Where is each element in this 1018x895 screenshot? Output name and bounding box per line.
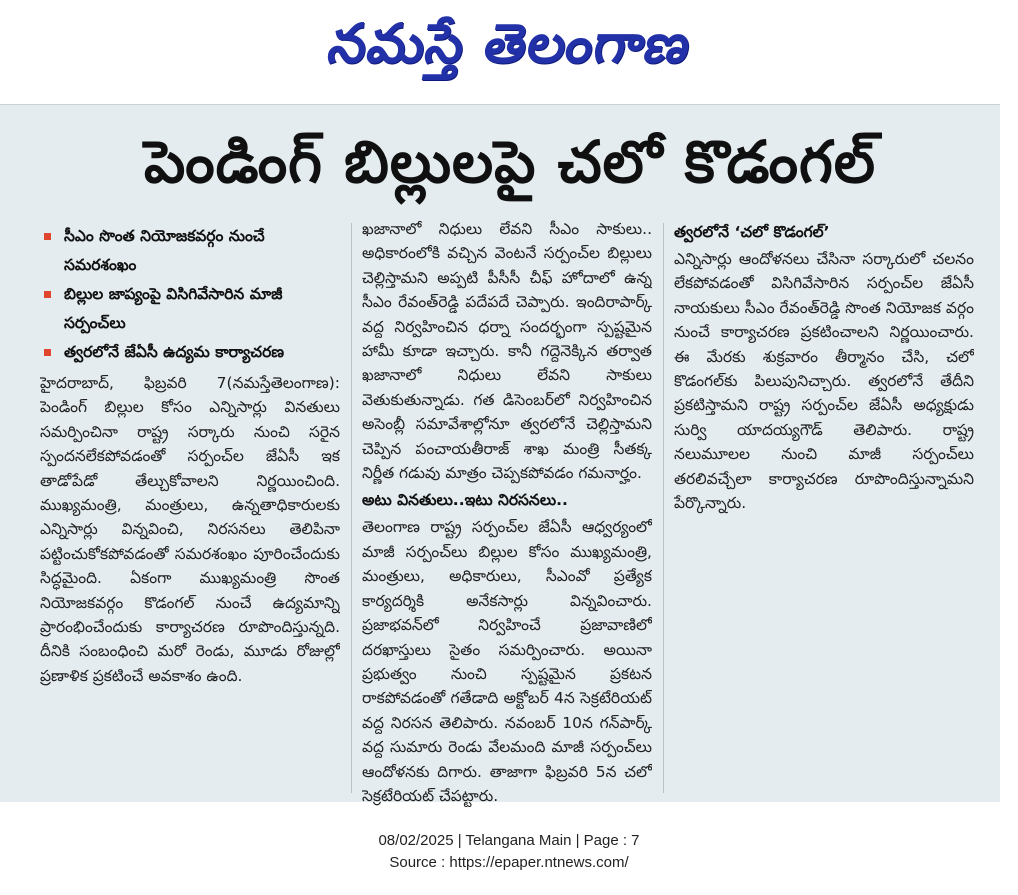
- bullet-icon: [44, 233, 51, 240]
- source-link[interactable]: Source : https://epaper.ntnews.com/: [389, 854, 629, 871]
- newspaper-logo: నమస్తే తెలంగాణ: [323, 11, 697, 75]
- highlight-item: [40, 222, 340, 280]
- highlight-text: త్వరలోనే జేఏసీ ఉద్యమ కార్యాచరణ: [64, 343, 285, 361]
- column-3: [674, 217, 974, 515]
- masthead: [0, 0, 1018, 100]
- column-1: [40, 222, 340, 688]
- highlight-item: [40, 280, 340, 338]
- body-paragraph: ఎన్నిసార్లు ఆందోళనలు చేసినా సర్కారులో చలనం లేకపోవడంతో విసిగివేసారిన సర్పంచ్‌ల జేఏసీ నాయకులు సీఎం రేవంత్‌రెడ్డి సొంత నియోజక వర్గం నుంచే కార్యాచరణ ప్రకటించాలని నిర్ణయించారు. ఈ మేరకు శుక్రవారం తీర్మానం చేసి, చలో కొడంగల్‌కు పిలుపునిచ్చారు. త్వరలోనే తేదీని ప్రకటిస్తామని రాష్ట్ర సర్పంచ్‌ల జేఏసీ అధ్యక్షుడు సుర్వి యాదయ్యగౌడ్ తెలిపారు. రాష్ట్ర నలుమూలల నుంచి మాజీ సర్పంచ్‌లు తరలివచ్చేలా కార్యాచరణ రూపొందిస్తున్నామని పేర్కొన్నారు.: [674, 250, 974, 513]
- highlight-text: బిల్లుల జాప్యంపై విసిగివేసారిన మాజీ సర్పంచ్‌లు: [64, 285, 283, 332]
- body-paragraph: తెలంగాణ రాష్ట్ర సర్పంచ్‌ల జేఏసీ ఆధ్వర్యంలో మాజీ సర్పంచ్‌లు బిల్లుల కోసం ముఖ్యమంత్రి, మంత్రులు, అధికారులు, సీఎంవో ప్రత్యేక కార్యదర్శికి అనేకసార్లు విన్నవించారు. ప్రజాభవన్‌లో నిర్వహించే ప్రజావాణిలో దరఖాస్తులు సైతం సమర్పించారు. అయినా ప్రభుత్వం నుంచి స్పష్టమైన ప్రకటన రాకపోవడంతో గతేడాది అక్టోబర్ 4న సెక్రటేరియట్ వద్ద నిరసన తెలిపారు. నవంబర్ 10న గన్‌పార్క్ వద్ద సుమారు రెండు వేలమంది మాజీ సర్పంచ్‌లు ఆందోళనకు దిగారు. తాజాగా ఫిబ్రవరి 5న చలో సెక్రటేరియట్ చేపట్టారు.: [362, 518, 652, 805]
- bullet-icon: [44, 291, 51, 298]
- subheading: అటు వినతులు..ఇటు నిరసనలు..: [362, 491, 568, 510]
- news-clipping: [0, 104, 1000, 805]
- headline: పెండింగ్ బిల్లులపై చలో కొడంగల్: [144, 128, 876, 196]
- page-footer: [0, 830, 1018, 874]
- edition-info: 08/02/2025 | Telangana Main | Page : 7: [378, 832, 640, 849]
- body-paragraph: హైదరాబాద్, ఫిబ్రవరి 7(నమస్తేతెలంగాణ): పెండింగ్ బిల్లుల కోసం ఎన్నిసార్లు వినతులు సమర్పించినా రాష్ట్ర సర్కారు నుంచి సరైన స్పందనలేకపోవడంతో సర్పంచ్‌ల జేఏసీ ఇక తాడోపేడో తేల్చుకోవాలని నిర్ణయించింది. ముఖ్యమంత్రి, మంత్రులు, ఉన్నతాధికారులకు ఎన్నిసార్లు విన్నవించి, నిరసనలు తెలిపినా పట్టించుకోకపోవడంతో సమరశంఖం పూరించేందుకు సిద్ధమైంది. ఏకంగా ముఖ్యమంత్రి సొంత నియోజకవర్గం కొడంగల్ నుంచే ఉద్యమాన్ని ప్రారంభించేందుకు కార్యాచరణ రూపొందిస్తున్నది. దీనికి సంబంధించి మరో రెండు, మూడు రోజుల్లో ప్రణాళిక ప్రకటించే అవకాశం ఉంది.: [40, 374, 340, 685]
- highlight-text: సీఎం సొంత నియోజకవర్గం నుంచే సమరశంఖం: [64, 227, 265, 274]
- column-divider: [663, 223, 664, 793]
- highlights-list: [40, 222, 340, 367]
- bullet-icon: [44, 349, 51, 356]
- subheading: త్వరలోనే ‘చలో కొడంగల్’: [674, 223, 830, 241]
- highlight-item: [40, 338, 340, 367]
- column-2: [362, 217, 652, 808]
- body-paragraph: ఖజానాలో నిధులు లేవని సీఎం సాకులు.. అధికారంలోకి వచ్చిన వెంటనే సర్పంచ్‌ల బిల్లులు చెల్లిస్తామని అప్పటి పీసీసీ చీఫ్ హోదాలో ఉన్న సీఎం రేవంత్‌రెడ్డి పదేపదే చెప్పారు. ఇందిరాపార్క్ వద్ద నిర్వహించిన ధర్నా సందర్భంగా స్పష్టమైన హామీ కూడా ఇచ్చారు. కానీ గద్దెనెక్కిన తర్వాత ఖజానాలో నిధులు లేవని సాకులు వెతుకుతున్నాడు. గత డిసెంబర్‌లో నిర్వహించిన అసెంబ్లీ సమావేశాల్లోనూ త్వరలోనే చెల్లిస్తామని చెప్పిన పంచాయతీరాజ్ శాఖ మంత్రి సీతక్క నిర్ణీత గడువు మాత్రం చెప్పకపోవడం గమనార్హం.: [362, 220, 652, 483]
- column-divider: [351, 223, 352, 793]
